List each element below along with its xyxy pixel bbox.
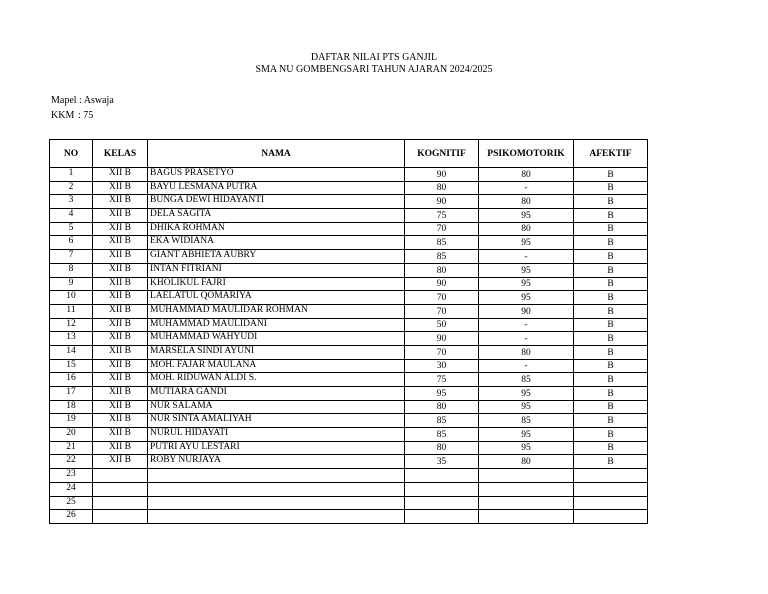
cell-kognitif: 80 bbox=[405, 441, 479, 455]
cell-afektif: B bbox=[574, 441, 648, 455]
cell-kelas: XII B bbox=[93, 291, 148, 305]
cell-nama: NUR SALAMA bbox=[148, 400, 405, 414]
cell-kognitif: 85 bbox=[405, 236, 479, 250]
cell-no: 4 bbox=[50, 209, 93, 223]
grades-table bbox=[49, 139, 648, 524]
cell-afektif: B bbox=[574, 236, 648, 250]
cell-psikomotorik: 80 bbox=[479, 222, 574, 236]
cell-no: 23 bbox=[50, 469, 93, 483]
cell-psikomotorik: 95 bbox=[479, 291, 574, 305]
cell-kognitif: 70 bbox=[405, 222, 479, 236]
subject-value: : Aswaja bbox=[79, 95, 114, 106]
cell-afektif bbox=[574, 469, 648, 483]
table-row bbox=[50, 181, 648, 195]
cell-afektif: B bbox=[574, 414, 648, 428]
document-subtitle: SMA NU GOMBENGSARI TAHUN AJARAN 2024/2025 bbox=[255, 64, 493, 75]
kkm-line bbox=[51, 110, 93, 122]
cell-psikomotorik bbox=[479, 469, 574, 483]
table-row bbox=[50, 236, 648, 250]
cell-no: 6 bbox=[50, 236, 93, 250]
table-row bbox=[50, 441, 648, 455]
cell-nama: LAELATUL QOMARIYA bbox=[148, 291, 405, 305]
cell-no: 5 bbox=[50, 222, 93, 236]
cell-nama: NURUL HIDAYATI bbox=[148, 428, 405, 442]
cell-psikomotorik: 90 bbox=[479, 304, 574, 318]
cell-no: 19 bbox=[50, 414, 93, 428]
column-header-no: NO bbox=[50, 140, 93, 168]
table-row bbox=[50, 400, 648, 414]
table-row bbox=[50, 291, 648, 305]
kkm-value: : 75 bbox=[78, 110, 94, 121]
cell-kelas: XII B bbox=[93, 209, 148, 223]
cell-kelas bbox=[93, 496, 148, 510]
cell-no: 15 bbox=[50, 359, 93, 373]
cell-afektif bbox=[574, 496, 648, 510]
table-row bbox=[50, 250, 648, 264]
cell-nama: GIANT ABHIETA AUBRY bbox=[148, 250, 405, 264]
cell-kelas bbox=[93, 510, 148, 524]
cell-afektif: B bbox=[574, 400, 648, 414]
cell-nama: INTAN FITRIANI bbox=[148, 263, 405, 277]
cell-kelas: XII B bbox=[93, 455, 148, 469]
cell-nama: EKA WIDIANA bbox=[148, 236, 405, 250]
table-row bbox=[50, 304, 648, 318]
cell-kelas: XII B bbox=[93, 222, 148, 236]
cell-afektif bbox=[574, 510, 648, 524]
cell-no: 20 bbox=[50, 428, 93, 442]
cell-kognitif: 90 bbox=[405, 195, 479, 209]
cell-nama: MUTIARA GANDI bbox=[148, 387, 405, 401]
cell-afektif: B bbox=[574, 387, 648, 401]
document-title: DAFTAR NILAI PTS GANJIL bbox=[310, 52, 438, 63]
table-row bbox=[50, 469, 648, 483]
cell-kognitif: 70 bbox=[405, 304, 479, 318]
cell-afektif: B bbox=[574, 428, 648, 442]
cell-nama: ROBY NURJAYA bbox=[148, 455, 405, 469]
cell-nama: BUNGA DEWI HIDAYANTI bbox=[148, 195, 405, 209]
cell-afektif: B bbox=[574, 373, 648, 387]
cell-kognitif: 50 bbox=[405, 318, 479, 332]
cell-psikomotorik: 95 bbox=[479, 387, 574, 401]
cell-no: 25 bbox=[50, 496, 93, 510]
cell-kelas: XII B bbox=[93, 304, 148, 318]
cell-kelas bbox=[93, 469, 148, 483]
cell-kognitif: 75 bbox=[405, 373, 479, 387]
cell-afektif: B bbox=[574, 332, 648, 346]
table-row bbox=[50, 482, 648, 496]
cell-kognitif: 80 bbox=[405, 400, 479, 414]
cell-kelas: XII B bbox=[93, 318, 148, 332]
cell-kognitif: 70 bbox=[405, 291, 479, 305]
cell-kelas: XII B bbox=[93, 441, 148, 455]
cell-psikomotorik bbox=[479, 510, 574, 524]
cell-kelas bbox=[93, 482, 148, 496]
cell-kelas: XII B bbox=[93, 359, 148, 373]
cell-kelas: XII B bbox=[93, 345, 148, 359]
cell-kognitif bbox=[405, 510, 479, 524]
cell-kognitif: 35 bbox=[405, 455, 479, 469]
table-row bbox=[50, 332, 648, 346]
cell-afektif: B bbox=[574, 168, 648, 182]
cell-psikomotorik: 85 bbox=[479, 373, 574, 387]
column-header-nama: NAMA bbox=[148, 140, 405, 168]
cell-kelas: XII B bbox=[93, 168, 148, 182]
table-row bbox=[50, 318, 648, 332]
cell-afektif: B bbox=[574, 263, 648, 277]
table-row bbox=[50, 455, 648, 469]
cell-kognitif bbox=[405, 496, 479, 510]
cell-kognitif: 90 bbox=[405, 277, 479, 291]
cell-psikomotorik: 95 bbox=[479, 428, 574, 442]
cell-afektif: B bbox=[574, 345, 648, 359]
subject-line bbox=[51, 95, 114, 107]
cell-kognitif bbox=[405, 469, 479, 483]
cell-nama: DELA SAGITA bbox=[148, 209, 405, 223]
table-row bbox=[50, 428, 648, 442]
cell-afektif: B bbox=[574, 277, 648, 291]
table-row bbox=[50, 345, 648, 359]
table-row bbox=[50, 222, 648, 236]
cell-afektif: B bbox=[574, 455, 648, 469]
table-row bbox=[50, 414, 648, 428]
table-body bbox=[50, 168, 648, 524]
cell-afektif: B bbox=[574, 222, 648, 236]
cell-kelas: XII B bbox=[93, 387, 148, 401]
cell-psikomotorik: - bbox=[479, 318, 574, 332]
cell-psikomotorik: 80 bbox=[479, 195, 574, 209]
table-row bbox=[50, 359, 648, 373]
cell-nama bbox=[148, 510, 405, 524]
cell-nama: MOH. RIDUWAN ALDI S. bbox=[148, 373, 405, 387]
cell-psikomotorik: - bbox=[479, 359, 574, 373]
column-header-psikomotorik: PSIKOMOTORIK bbox=[479, 140, 574, 168]
cell-kelas: XII B bbox=[93, 428, 148, 442]
cell-kognitif: 80 bbox=[405, 181, 479, 195]
cell-psikomotorik: 95 bbox=[479, 441, 574, 455]
cell-kognitif: 30 bbox=[405, 359, 479, 373]
cell-afektif: B bbox=[574, 195, 648, 209]
cell-psikomotorik: 95 bbox=[479, 277, 574, 291]
cell-kognitif: 95 bbox=[405, 387, 479, 401]
table-header-row bbox=[50, 140, 648, 168]
cell-no: 26 bbox=[50, 510, 93, 524]
table-row bbox=[50, 387, 648, 401]
cell-afektif: B bbox=[574, 304, 648, 318]
cell-psikomotorik: 80 bbox=[479, 345, 574, 359]
cell-afektif: B bbox=[574, 209, 648, 223]
cell-psikomotorik: - bbox=[479, 250, 574, 264]
cell-psikomotorik bbox=[479, 496, 574, 510]
cell-no: 16 bbox=[50, 373, 93, 387]
cell-kelas: XII B bbox=[93, 263, 148, 277]
cell-no: 17 bbox=[50, 387, 93, 401]
cell-psikomotorik: 95 bbox=[479, 263, 574, 277]
cell-kognitif: 90 bbox=[405, 168, 479, 182]
cell-kelas: XII B bbox=[93, 332, 148, 346]
cell-kelas: XII B bbox=[93, 250, 148, 264]
cell-no: 24 bbox=[50, 482, 93, 496]
cell-afektif: B bbox=[574, 318, 648, 332]
cell-kognitif bbox=[405, 482, 479, 496]
cell-psikomotorik: 95 bbox=[479, 209, 574, 223]
column-header-kognitif: KOGNITIF bbox=[405, 140, 479, 168]
table-row bbox=[50, 277, 648, 291]
cell-nama bbox=[148, 496, 405, 510]
cell-kognitif: 85 bbox=[405, 250, 479, 264]
kkm-label: KKM bbox=[51, 110, 75, 121]
table-row bbox=[50, 373, 648, 387]
cell-kognitif: 85 bbox=[405, 414, 479, 428]
table-row bbox=[50, 209, 648, 223]
cell-no: 12 bbox=[50, 318, 93, 332]
cell-no: 7 bbox=[50, 250, 93, 264]
cell-nama: PUTRI AYU LESTARI bbox=[148, 441, 405, 455]
cell-no: 9 bbox=[50, 277, 93, 291]
cell-no: 2 bbox=[50, 181, 93, 195]
cell-kelas: XII B bbox=[93, 277, 148, 291]
cell-no: 1 bbox=[50, 168, 93, 182]
cell-psikomotorik: 95 bbox=[479, 400, 574, 414]
cell-psikomotorik: 85 bbox=[479, 414, 574, 428]
cell-psikomotorik: 80 bbox=[479, 168, 574, 182]
column-header-kelas: KELAS bbox=[93, 140, 148, 168]
cell-no: 3 bbox=[50, 195, 93, 209]
cell-kelas: XII B bbox=[93, 181, 148, 195]
cell-kelas: XII B bbox=[93, 400, 148, 414]
cell-no: 10 bbox=[50, 291, 93, 305]
cell-kognitif: 85 bbox=[405, 428, 479, 442]
cell-psikomotorik: - bbox=[479, 181, 574, 195]
cell-afektif bbox=[574, 482, 648, 496]
cell-kelas: XII B bbox=[93, 414, 148, 428]
cell-nama: MUHAMMAD MAULIDANI bbox=[148, 318, 405, 332]
cell-psikomotorik: 95 bbox=[479, 236, 574, 250]
cell-nama: BAGUS PRASETYO bbox=[148, 168, 405, 182]
cell-nama: MUHAMMAD WAHYUDI bbox=[148, 332, 405, 346]
cell-kognitif: 75 bbox=[405, 209, 479, 223]
cell-nama: BAYU LESMANA PUTRA bbox=[148, 181, 405, 195]
cell-no: 8 bbox=[50, 263, 93, 277]
cell-nama: MUHAMMAD MAULIDAR ROHMAN bbox=[148, 304, 405, 318]
subject-label: Mapel bbox=[51, 95, 77, 106]
cell-nama: DHIKA ROHMAN bbox=[148, 222, 405, 236]
table-row bbox=[50, 263, 648, 277]
cell-nama bbox=[148, 469, 405, 483]
cell-no: 13 bbox=[50, 332, 93, 346]
cell-afektif: B bbox=[574, 181, 648, 195]
cell-no: 21 bbox=[50, 441, 93, 455]
column-header-afektif: AFEKTIF bbox=[574, 140, 648, 168]
table-row bbox=[50, 195, 648, 209]
cell-kelas: XII B bbox=[93, 236, 148, 250]
cell-nama: MOH. FAJAR MAULANA bbox=[148, 359, 405, 373]
cell-no: 22 bbox=[50, 455, 93, 469]
table-row bbox=[50, 496, 648, 510]
cell-afektif: B bbox=[574, 291, 648, 305]
cell-nama bbox=[148, 482, 405, 496]
table-row bbox=[50, 168, 648, 182]
cell-kognitif: 70 bbox=[405, 345, 479, 359]
cell-no: 11 bbox=[50, 304, 93, 318]
cell-nama: NUR SINTA AMALIYAH bbox=[148, 414, 405, 428]
cell-no: 18 bbox=[50, 400, 93, 414]
cell-psikomotorik bbox=[479, 482, 574, 496]
cell-kognitif: 80 bbox=[405, 263, 479, 277]
cell-no: 14 bbox=[50, 345, 93, 359]
cell-psikomotorik: 80 bbox=[479, 455, 574, 469]
cell-kelas: XII B bbox=[93, 373, 148, 387]
cell-nama: KHOLIKUL FAJRI bbox=[148, 277, 405, 291]
cell-kelas: XII B bbox=[93, 195, 148, 209]
cell-afektif: B bbox=[574, 250, 648, 264]
table-row bbox=[50, 510, 648, 524]
cell-afektif: B bbox=[574, 359, 648, 373]
cell-kognitif: 90 bbox=[405, 332, 479, 346]
cell-nama: MARSELA SINDI AYUNI bbox=[148, 345, 405, 359]
cell-psikomotorik: - bbox=[479, 332, 574, 346]
